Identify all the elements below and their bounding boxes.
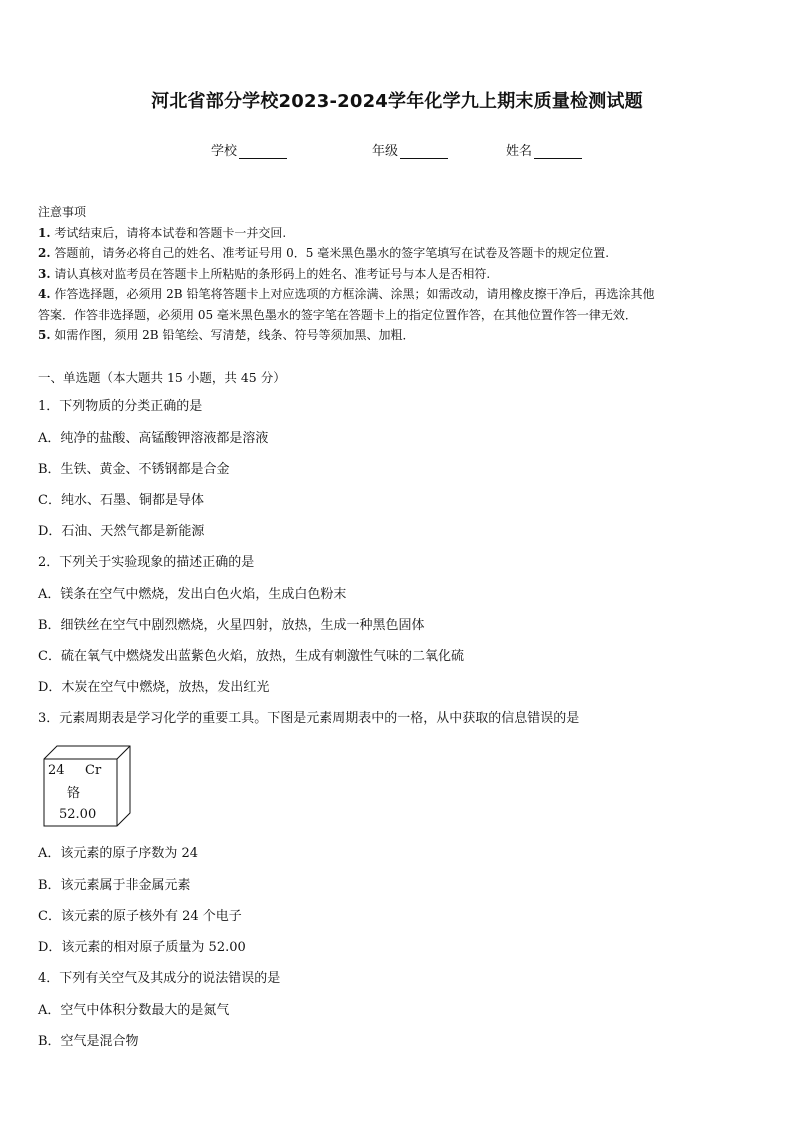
note-text: 如需作图，须用 2B 铅笔绘、写清楚，线条、符号等须加黑、加粗． [54, 328, 415, 342]
atomic-mass: 52.00 [59, 807, 97, 822]
option: A．该元素的原子序数为 24 [38, 846, 199, 861]
note-number: 5. [38, 328, 51, 342]
option: C．该元素的原子核外有 24 个电子 [38, 909, 242, 924]
option: A．纯净的盐酸、高锰酸钾溶液都是溶液 [38, 431, 269, 446]
option: A．镁条在空气中燃烧，发出白色火焰，生成白色粉末 [38, 587, 347, 602]
note-item [38, 284, 760, 305]
grade-label: 年级 [372, 144, 399, 159]
note-number: 1. [38, 225, 51, 240]
note-text: 考试结束后，请将本试卷和答题卡一并交回. [54, 225, 287, 240]
option: D．石油、天然气都是新能源 [38, 524, 205, 539]
option: B．空气是混合物 [38, 1034, 139, 1049]
option: C．纯水、石墨、铜都是导体 [38, 493, 204, 508]
note-item [38, 325, 760, 346]
note-number: 3. [38, 266, 51, 281]
school-blank [239, 145, 287, 159]
option: B．该元素属于非金属元素 [38, 878, 191, 893]
section-heading: 一、单选题（本大题共 15 小题，共 45 分） [38, 370, 286, 385]
note-item [38, 264, 760, 285]
grade-field [372, 140, 448, 159]
note-number: 2. [38, 246, 51, 260]
periodic-table-cell [43, 745, 131, 827]
grade-blank [400, 145, 448, 159]
note-item [38, 243, 760, 264]
name-label: 姓名 [506, 144, 533, 159]
note-item [38, 223, 760, 244]
school-field [211, 140, 287, 159]
notes-heading: 注意事项 [38, 205, 87, 219]
question-stem: 4．下列有关空气及其成分的说法错误的是 [38, 971, 281, 986]
option: D．木炭在空气中燃烧，放热，发出红光 [38, 680, 270, 695]
option: B．生铁、黄金、不锈钢都是合金 [38, 462, 230, 477]
question-stem: 3．元素周期表是学习化学的重要工具。下图是元素周期表中的一格，从中获取的信息错误的是 [38, 711, 580, 726]
school-label: 学校 [211, 144, 238, 159]
notes-block [38, 202, 760, 346]
name-blank [534, 145, 582, 159]
note-text: 作答选择题，必须用 2B 铅笔将答题卡上对应选项的方框涂满、涂黑；如需改动，请用橡皮擦干净后，再选涂其他 [54, 287, 655, 301]
option: B．细铁丝在空气中剧烈燃烧，火星四射，放热，生成一种黑色固体 [38, 618, 425, 633]
note-number: 4. [38, 287, 51, 301]
element-symbol: Cr [85, 763, 102, 778]
note-text: 请认真核对监考员在答题卡上所粘贴的条形码上的姓名、准考证号与本人是否相符. [54, 266, 491, 281]
option: D．该元素的相对原子质量为 52.00 [38, 940, 246, 955]
name-field [506, 140, 582, 159]
question-stem: 2．下列关于实验现象的描述正确的是 [38, 555, 255, 570]
question-stem: 1．下列物质的分类正确的是 [38, 399, 203, 414]
page-title: 河北省部分学校2023-2024学年化学九上期末质量检测试题 [151, 91, 643, 112]
note-item-continued: 答案．作答非选择题，必须用 05 毫米黑色墨水的签字笔在答题卡上的指定位置作答，在其他位置作答一律无效． [38, 307, 637, 322]
note-text: 答题前，请务必将自己的姓名、准考证号用 0．5 毫米黑色墨水的签字笔填写在试卷及答题卡的规定位置. [54, 246, 610, 260]
option: C．硫在氧气中燃烧发出蓝紫色火焰，放热，生成有刺激性气味的二氧化硫 [38, 649, 464, 664]
option: A．空气中体积分数最大的是氮气 [38, 1003, 230, 1018]
element-name: 铬 [67, 786, 81, 801]
atomic-number: 24 [48, 763, 65, 778]
